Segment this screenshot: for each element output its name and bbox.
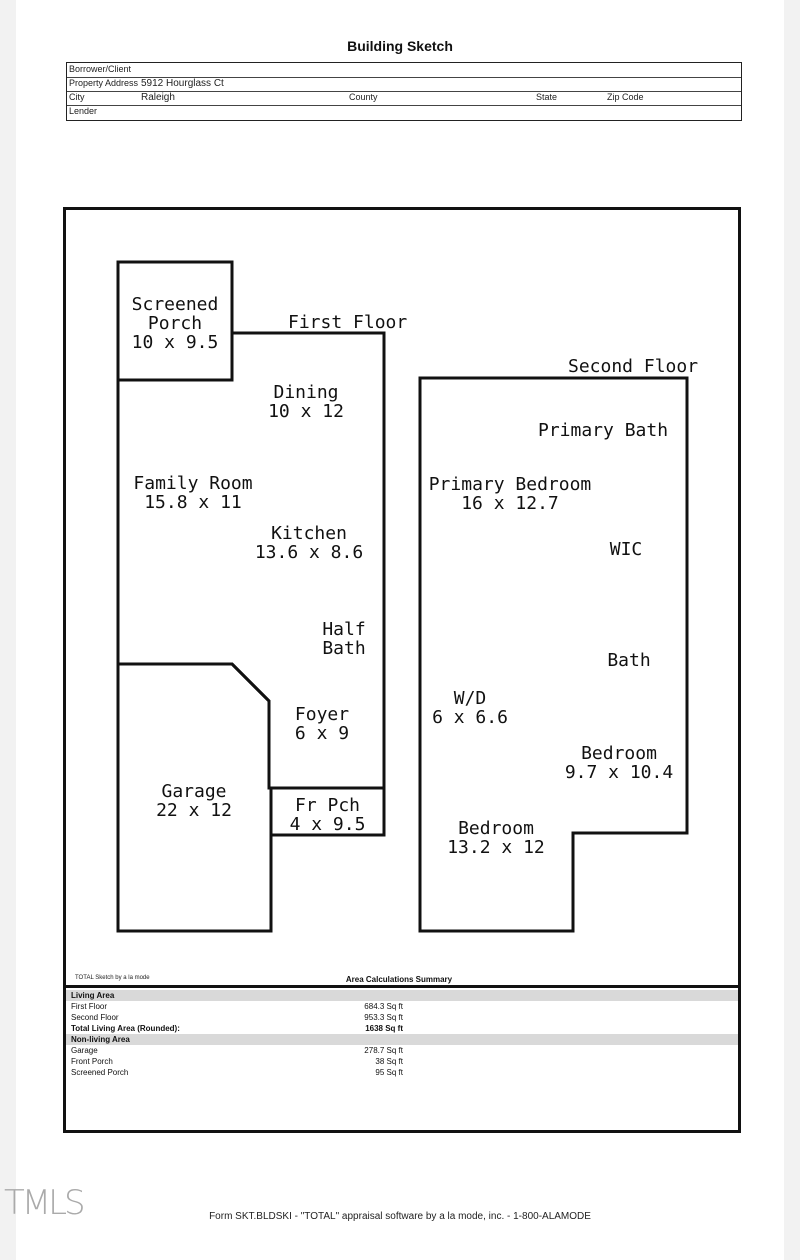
total-living-area-value: 1638 Sq ft — [365, 1024, 403, 1033]
zip-label: Zip Code — [607, 92, 644, 102]
sketch-credit: TOTAL Sketch by a la mode — [75, 975, 150, 981]
city-value: Raleigh — [141, 92, 175, 103]
form-footer: Form SKT.BLDSKI - "TOTAL" appraisal software by a la mode, inc. - 1-800-ALAMODE — [209, 1211, 591, 1222]
screened-porch-name-1: Screened — [131, 294, 219, 315]
screened-porch-label — [118, 295, 232, 352]
living-area-header — [66, 990, 738, 1001]
dining-name: Dining — [273, 382, 339, 403]
garage-label — [134, 782, 254, 820]
foyer-name: Foyer — [294, 704, 350, 725]
page-title: Building Sketch — [347, 38, 453, 54]
borrower-label: Borrower/Client — [69, 64, 132, 74]
bedroom-a-name: Bedroom — [581, 743, 657, 764]
non-living-area-header — [66, 1034, 738, 1045]
summary-row — [66, 1067, 738, 1078]
front-porch-label — [271, 796, 384, 834]
screened-porch-dim: 10 x 9.5 — [131, 332, 219, 353]
bedroom-b-name: Bedroom — [458, 818, 534, 839]
garage-dim: 22 x 12 — [156, 800, 232, 821]
screened-porch-area-value: 95 Sq ft — [375, 1068, 403, 1077]
foyer-dim: 6 x 9 — [294, 723, 350, 744]
dining-label — [246, 383, 366, 421]
bedroom-a-label — [564, 744, 674, 782]
summary-divider — [63, 985, 741, 988]
garage-area-label: Garage — [71, 1046, 98, 1055]
state-label: State — [536, 92, 558, 102]
primary-bedroom-dim: 16 x 12.7 — [461, 493, 559, 514]
second-floor-area-value: 953.3 Sq ft — [364, 1013, 403, 1022]
half-bath-name-1: Half — [322, 619, 366, 640]
first-floor-area-value: 684.3 Sq ft — [364, 1002, 403, 1011]
family-room-name: Family Room — [133, 473, 253, 494]
city-label: City — [69, 92, 85, 102]
second-floor-area-label: Second Floor — [71, 1013, 119, 1022]
summary-row — [66, 1012, 738, 1023]
address-label: Property Address — [69, 78, 139, 88]
bedroom-b-label — [441, 819, 551, 857]
summary-row — [66, 1023, 738, 1034]
kitchen-dim: 13.6 x 8.6 — [254, 542, 364, 563]
family-room-dim: 15.8 x 11 — [144, 492, 242, 513]
front-porch-area-label: Front Porch — [71, 1057, 113, 1066]
primary-bedroom-label — [425, 475, 595, 513]
kitchen-name: Kitchen — [271, 523, 347, 544]
summary-title: Area Calculations Summary — [345, 975, 453, 984]
screened-porch-name-2: Porch — [147, 313, 203, 334]
county-label: County — [349, 92, 378, 102]
primary-bedroom-name: Primary Bedroom — [428, 474, 592, 495]
total-living-area-label: Total Living Area (Rounded): — [71, 1024, 180, 1033]
bedroom-a-dim: 9.7 x 10.4 — [564, 762, 674, 783]
mls-logo: TMLS — [4, 1183, 83, 1223]
summary-row — [66, 1001, 738, 1012]
first-floor-label: First Floor — [288, 312, 408, 333]
half-bath-name-2: Bath — [322, 638, 366, 659]
bedroom-b-dim: 13.2 x 12 — [447, 837, 545, 858]
foyer-label — [272, 705, 372, 743]
wd-dim: 6 x 6.6 — [432, 707, 508, 728]
summary-row — [66, 1056, 738, 1067]
front-porch-area-value: 38 Sq ft — [375, 1057, 403, 1066]
family-room-label — [128, 474, 258, 512]
front-porch-dim: 4 x 9.5 — [289, 814, 366, 835]
lender-label: Lender — [69, 106, 98, 116]
living-area-header-text: Living Area — [71, 991, 115, 1000]
primary-bath-label: Primary Bath — [538, 420, 669, 441]
garage-area-value: 278.7 Sq ft — [364, 1046, 403, 1055]
wd-label — [430, 689, 510, 727]
dining-dim: 10 x 12 — [268, 401, 344, 422]
second-floor-label: Second Floor — [568, 356, 699, 377]
address-value: 5912 Hourglass Ct — [141, 78, 224, 89]
summary-row — [66, 1045, 738, 1056]
front-porch-name: Fr Pch — [294, 795, 361, 816]
half-bath-label — [304, 620, 384, 658]
garage-name: Garage — [161, 781, 227, 802]
wic-label: WIC — [609, 539, 643, 560]
kitchen-label — [249, 524, 369, 562]
non-living-area-header-text: Non-living Area — [71, 1035, 130, 1044]
screened-porch-area-label: Screened Porch — [71, 1068, 129, 1077]
bath-label: Bath — [607, 650, 651, 671]
first-floor-area-label: First Floor — [71, 1002, 107, 1011]
wd-name: W/D — [453, 688, 487, 709]
